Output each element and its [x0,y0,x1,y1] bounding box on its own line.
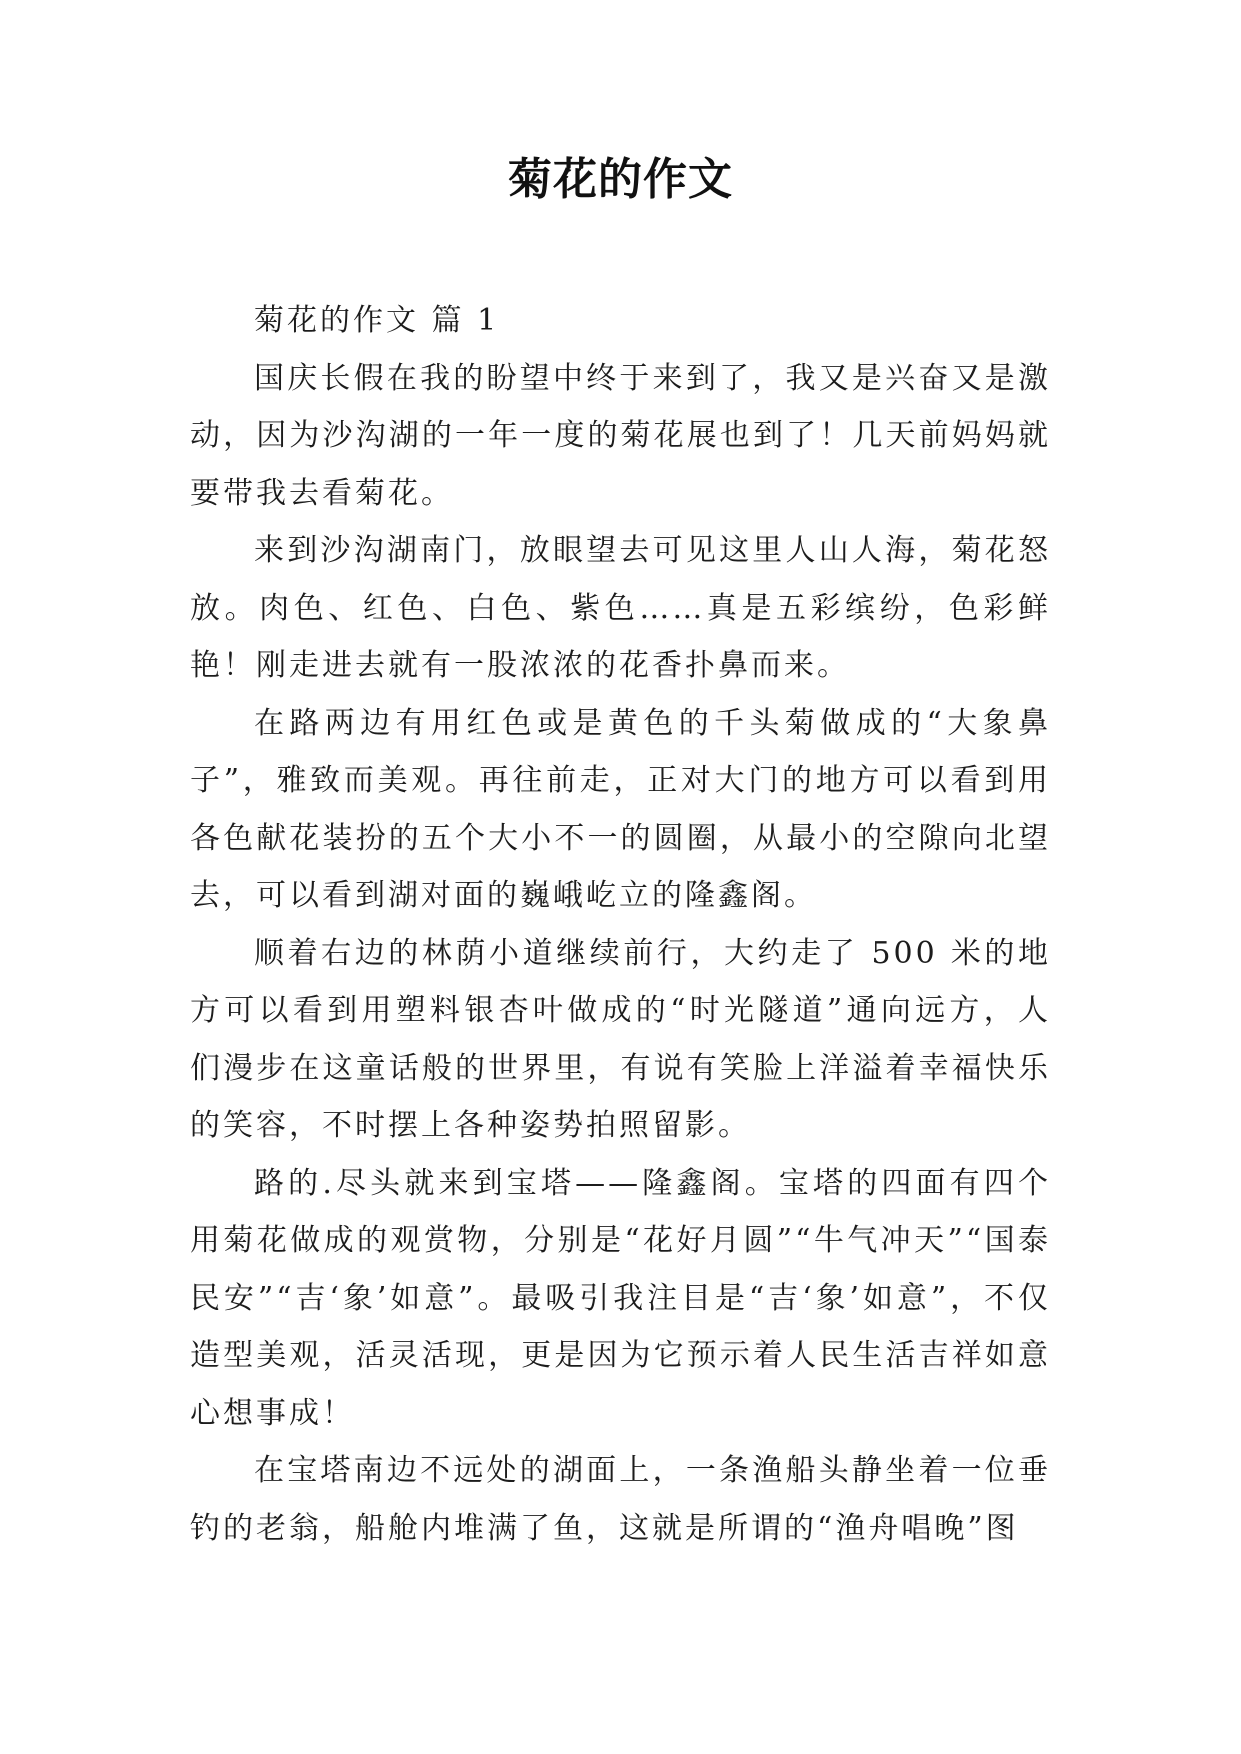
paragraph: 在路两边有用红色或是黄色的千头菊做成的“大象鼻子”，雅致而美观。再往前走，正对大门的地方可以看到用各色献花装扮的五个大小不一的圆圈，从最小的空隙向北望去，可以看到湖对面的巍峨屹立的隆鑫阁。 [190,705,1051,913]
document-body [190,292,1051,1557]
document-title: 菊花的作文 [508,154,733,205]
paragraph: 顺着右边的林荫小道继续前行，大约走了 500 米的地方可以看到用塑料银杏叶做成的“时光隧道”通向远方，人们漫步在这童话般的世界里，有说有笑脸上洋溢着幸福快乐的笑容，不时摆上各种姿势拍照留影。 [190,935,1051,1143]
paragraph: 来到沙沟湖南门，放眼望去可见这里人山人海，菊花怒放。肉色、红色、白色、紫色……真是五彩缤纷，色彩鲜艳！刚走进去就有一股浓浓的花香扑鼻而来。 [190,533,1051,683]
paragraph: 在宝塔南边不远处的湖面上，一条渔船头静坐着一位垂钓的老翁，船舱内堆满了鱼，这就是所谓的“渔舟唱晚”图 [190,1453,1051,1546]
section-heading: 菊花的作文 篇 1 [254,303,500,338]
paragraph: 路的.尽头就来到宝塔——隆鑫阁。宝塔的四面有四个用菊花做成的观赏物，分别是“花好月圆”“牛气冲天”“国泰民安”“吉‘象’如意”。最吸引我注目是“吉‘象’如意”，不仅造型美观，活灵活现，更是因为它预示着人民生活吉祥如意心想事成！ [190,1165,1051,1431]
paragraph: 国庆长假在我的盼望中终于来到了，我又是兴奋又是激动，因为沙沟湖的一年一度的菊花展也到了！几天前妈妈就要带我去看菊花。 [190,360,1051,511]
